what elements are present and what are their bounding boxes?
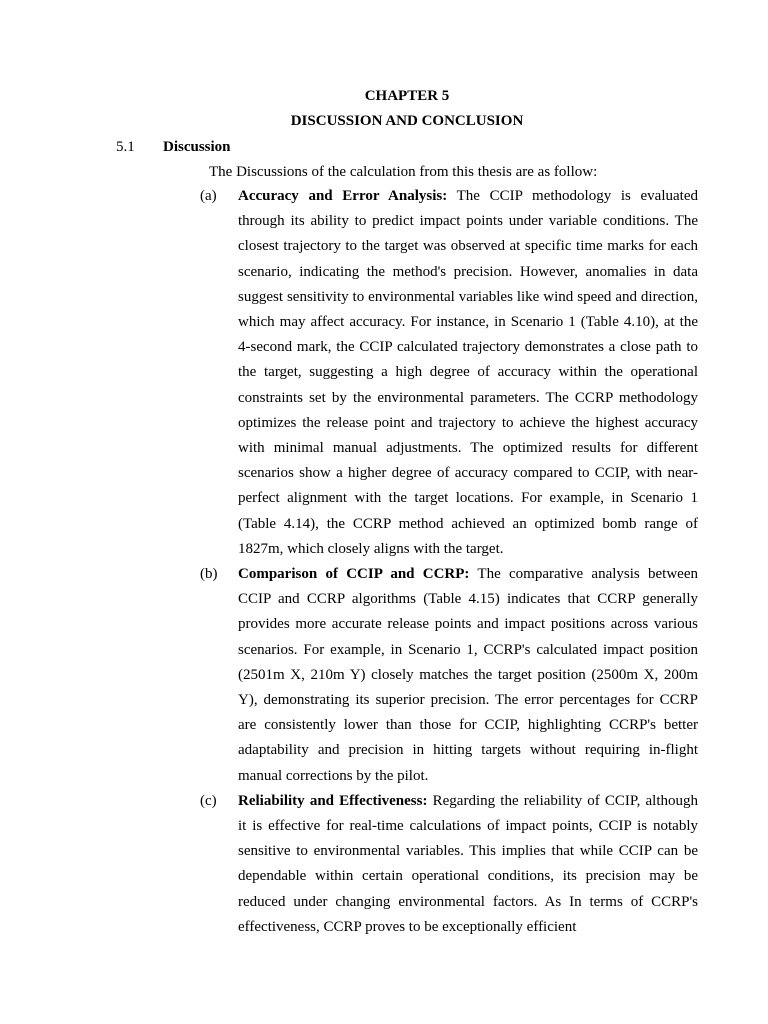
list-item-heading: Reliability and Effectiveness: — [238, 792, 428, 809]
list-item-marker: (c) — [200, 792, 217, 809]
list-item-body: The CCIP methodology is evaluated through its ability to predict impact points under variable conditions. The closest trajectory to the target was observed at specific time marks for each scenario, indicating the method's precision. However, anomalies in data suggest sensitivity to environmental variables like wind speed and direction, which may affect accuracy. For instance, in Scenario 1 (Table 4.10), at the 4-second mark, the CCIP calculated trajectory demonstrates a close path to the target, suggesting a high degree of accuracy within the operational constraints set by the environmental parameters. The CCRP methodology optimizes the release point and trajectory to achieve the highest accuracy with minimal manual adjustments. The optimized results for different scenarios show a higher degree of accuracy compared to CCIP, with near-perfect alignment with the target locations. For example, in Scenario 1 (Table 4.14), the CCRP method achieved an optimized bomb range of 1827m, which closely aligns with the target. — [238, 188, 698, 557]
list-item-body: The comparative analysis between CCIP and CCRP algorithms (Table 4.15) indicates that CCRP generally provides more accurate release points and impact positions across various scenarios. For example, in Scenario 1, CCRP's calculated impact position (2501m X, 210m Y) closely matches the target position (2500m X, 200m Y), demonstrating its superior precision. The error percentages for CCRP are consistently lower than those for CCIP, highlighting CCRP's better adaptability and precision in hitting targets without requiring in-flight manual corrections by the pilot. — [238, 566, 698, 784]
section-intro: The Discussions of the calculation from this thesis are as follow: — [209, 164, 598, 180]
discussion-list — [200, 184, 698, 940]
list-item-marker: (b) — [200, 566, 218, 583]
list-item — [200, 184, 698, 562]
section-title: Discussion — [163, 139, 231, 155]
section-number: 5.1 — [116, 139, 135, 155]
list-item-text — [238, 184, 698, 562]
list-item — [200, 789, 698, 940]
list-item — [200, 562, 698, 789]
chapter-title: DISCUSSION AND CONCLUSION — [290, 113, 524, 129]
list-item-heading: Comparison of CCIP and CCRP: — [238, 566, 470, 583]
list-item-heading: Accuracy and Error Analysis: — [238, 188, 448, 204]
chapter-number: CHAPTER 5 — [364, 88, 450, 104]
list-item-marker: (a) — [200, 188, 217, 204]
list-item-text — [238, 789, 698, 940]
list-item-text — [238, 562, 698, 789]
list-item-body: Regarding the reliability of CCIP, although it is effective for real-time calculations of impact points, CCIP is notably sensitive to environmental variables. This implies that while CCIP can be dependable within certain operational conditions, its precision may be reduced under changing environmental factors. As In terms of CCRP's effectiveness, CCRP proves to be exceptionally efficient — [238, 792, 699, 935]
